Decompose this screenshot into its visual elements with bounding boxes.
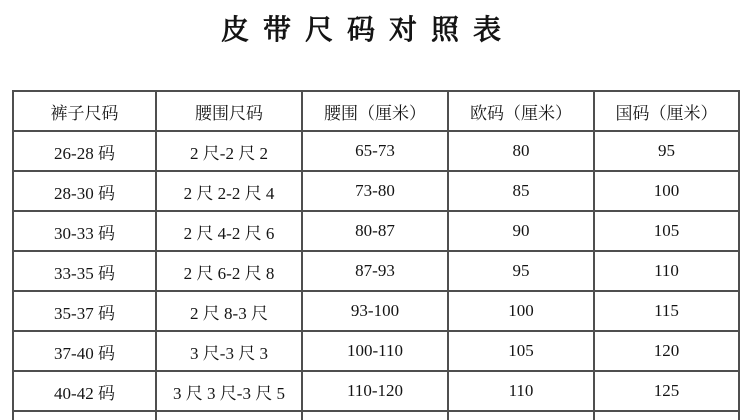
table-cell: 105: [448, 331, 594, 371]
column-header-pants-size: 裤子尺码: [13, 91, 156, 131]
table-cell: 115: [594, 291, 739, 331]
table-cell: 3 尺-3 尺 3: [156, 331, 302, 371]
table-cell: 35-37 码: [13, 291, 156, 331]
table-cell: 110-120: [302, 371, 448, 411]
table-cell: 2 尺 2-2 尺 4: [156, 171, 302, 211]
belt-size-table: [12, 90, 740, 420]
table-cell: 80-87: [302, 211, 448, 251]
table-cell: 2 尺 4-2 尺 6: [156, 211, 302, 251]
table-cell: 30-33 码: [13, 211, 156, 251]
column-header-waist-cm: 腰围（厘米）: [302, 91, 448, 131]
table-row: [13, 131, 739, 171]
table-row: [13, 211, 739, 251]
table-cell: [594, 411, 739, 420]
table-cell: 100: [594, 171, 739, 211]
table-cell: 85: [448, 171, 594, 211]
table-cell: 65-73: [302, 131, 448, 171]
column-header-eu-size-cm: 欧码（厘米）: [448, 91, 594, 131]
column-header-cn-size-cm: 国码（厘米）: [594, 91, 739, 131]
table-cell: 125: [594, 371, 739, 411]
table-cell: 100: [448, 291, 594, 331]
table-cell: 2 尺-2 尺 2: [156, 131, 302, 171]
table-cell: 40-42 码: [13, 371, 156, 411]
table-cell: 73-80: [302, 171, 448, 211]
table-cell: 90: [448, 211, 594, 251]
table-row: [13, 291, 739, 331]
table-cell: 105: [594, 211, 739, 251]
table-cell: 110: [448, 371, 594, 411]
table-cell: [13, 411, 156, 420]
page-title: 皮带尺码对照表: [220, 15, 515, 46]
table-cell: [302, 411, 448, 420]
table-cell: 95: [448, 251, 594, 291]
table-cell: 26-28 码: [13, 131, 156, 171]
table-row: [13, 371, 739, 411]
table-cell: 87-93: [302, 251, 448, 291]
table-cell: 80: [448, 131, 594, 171]
table-cell: 2 尺 8-3 尺: [156, 291, 302, 331]
table-row: [13, 171, 739, 211]
table-cell: 28-30 码: [13, 171, 156, 211]
table-cell: 100-110: [302, 331, 448, 371]
table-header-row: [13, 91, 739, 131]
table-cell: 3 尺 3 尺-3 尺 5: [156, 371, 302, 411]
table-cell: 120: [594, 331, 739, 371]
table-cell: 37-40 码: [13, 331, 156, 371]
table-cell: 95: [594, 131, 739, 171]
column-header-waist-size: 腰围尺码: [156, 91, 302, 131]
table-cell: 93-100: [302, 291, 448, 331]
table-row: [13, 331, 739, 371]
table-cell: 110: [594, 251, 739, 291]
table-cell: [156, 411, 302, 420]
table-cell: [448, 411, 594, 420]
table-row-partial-clipped: [13, 411, 739, 420]
table-row: [13, 251, 739, 291]
table-cell: 2 尺 6-2 尺 8: [156, 251, 302, 291]
table-cell: 33-35 码: [13, 251, 156, 291]
